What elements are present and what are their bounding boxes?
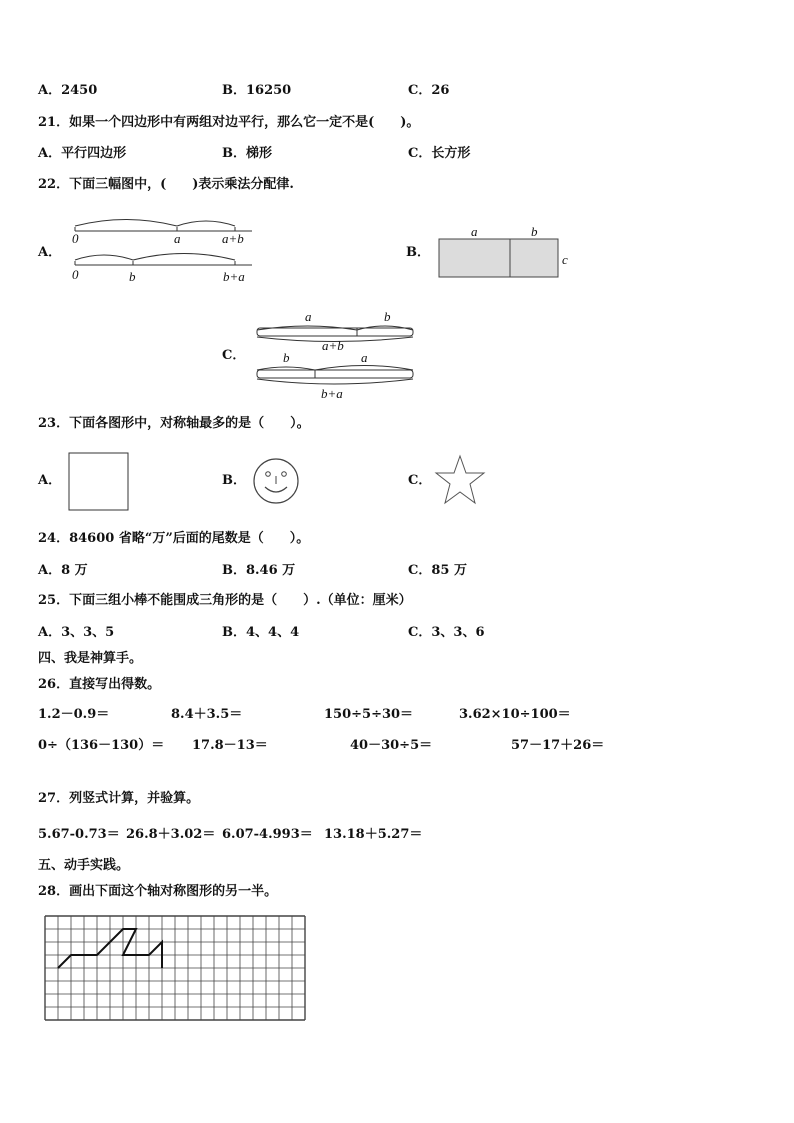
- q26-item: 1.2－0.9＝: [38, 707, 110, 722]
- q20-option-a: A．2450: [38, 83, 98, 98]
- q27-item: 6.07-4.993＝: [222, 827, 313, 842]
- q26-item: 150÷5÷30＝: [324, 707, 414, 722]
- bottom-zero-label: 0: [72, 267, 79, 282]
- number-line-figure: [70, 215, 260, 287]
- q26-item: 0÷（136－130）＝: [38, 738, 165, 753]
- lower-b-label: b: [283, 350, 290, 365]
- q25-option-c: C．3、3、6: [408, 625, 485, 640]
- top-a-plus-b-label: a+b: [222, 231, 244, 246]
- rect-a-label: a: [471, 224, 478, 239]
- upper-a-label: a: [305, 309, 312, 324]
- q22-label-a: A．: [38, 245, 62, 260]
- q28-question: 28．画出下面这个轴对称图形的另一半。: [38, 884, 278, 899]
- q24-question: 24．84600 省略“万”后面的尾数是（ ）。: [38, 531, 310, 546]
- upper-a-plus-b-label: a+b: [322, 338, 344, 353]
- upper-b-label: b: [384, 309, 391, 324]
- q25-option-b: B．4、4、4: [222, 625, 300, 640]
- q24-option-a: A．8 万: [38, 563, 88, 578]
- rect-c-label: c: [562, 252, 568, 267]
- q25-question: 25．下面三组小棒不能围成三角形的是（ ）.（单位：厘米）: [38, 593, 412, 608]
- q26-question: 26．直接写出得数。: [38, 677, 161, 692]
- rectangle-area-figure: [436, 222, 576, 282]
- rect-b-label: b: [531, 224, 538, 239]
- q27-item: 26.8＋3.02＝: [126, 827, 216, 842]
- bottom-b-label: b: [129, 269, 136, 284]
- bottom-b-plus-a-label: b+a: [223, 269, 245, 284]
- top-a-label: a: [174, 231, 181, 246]
- q26-item: 17.8－13＝: [192, 738, 268, 753]
- q22-question: 22．下面三幅图中，( )表示乘法分配律.: [38, 177, 294, 192]
- q23-label-b: B．: [222, 473, 246, 488]
- drawing-grid[interactable]: [44, 915, 308, 1025]
- section-five-heading: 五、动手实践。: [38, 858, 130, 873]
- q21-question: 21．如果一个四边形中有两组对边平行，那么它一定不是( )。: [38, 115, 420, 130]
- q20-option-b: B．16250: [222, 83, 292, 98]
- q21-option-c: C．长方形: [408, 146, 471, 161]
- star-shape: [434, 454, 488, 506]
- section-four-heading: 四、我是神算手。: [38, 651, 143, 666]
- q26-item: 8.4＋3.5＝: [171, 707, 243, 722]
- q27-item: 5.67-0.73＝: [38, 827, 120, 842]
- q23-label-c: C．: [408, 473, 432, 488]
- q21-option-b: B．梯形: [222, 146, 272, 161]
- lower-b-plus-a-label: b+a: [321, 386, 343, 401]
- brace-bar-figure: [253, 306, 423, 406]
- q24-option-c: C．85 万: [408, 563, 467, 578]
- q20-option-c: C．26: [408, 83, 450, 98]
- top-zero-label: 0: [72, 231, 79, 246]
- q21-option-a: A．平行四边形: [38, 146, 127, 161]
- q27-item: 13.18＋5.27＝: [324, 827, 423, 842]
- square-shape: [68, 452, 130, 512]
- q27-question: 27．列竖式计算，并验算。: [38, 791, 200, 806]
- q23-label-a: A．: [38, 473, 62, 488]
- q22-label-b: B．: [406, 245, 430, 260]
- smiley-face-shape: [251, 457, 301, 507]
- q25-option-a: A．3、3、5: [38, 625, 115, 640]
- q24-option-b: B．8.46 万: [222, 563, 296, 578]
- q22-label-c: C．: [222, 348, 246, 363]
- lower-a-label: a: [361, 350, 368, 365]
- q23-question: 23．下面各图形中，对称轴最多的是（ ）。: [38, 416, 310, 431]
- q26-item: 40－30÷5＝: [350, 738, 433, 753]
- q26-item: 3.62×10÷100＝: [459, 707, 571, 722]
- q26-item: 57－17＋26＝: [511, 738, 605, 753]
